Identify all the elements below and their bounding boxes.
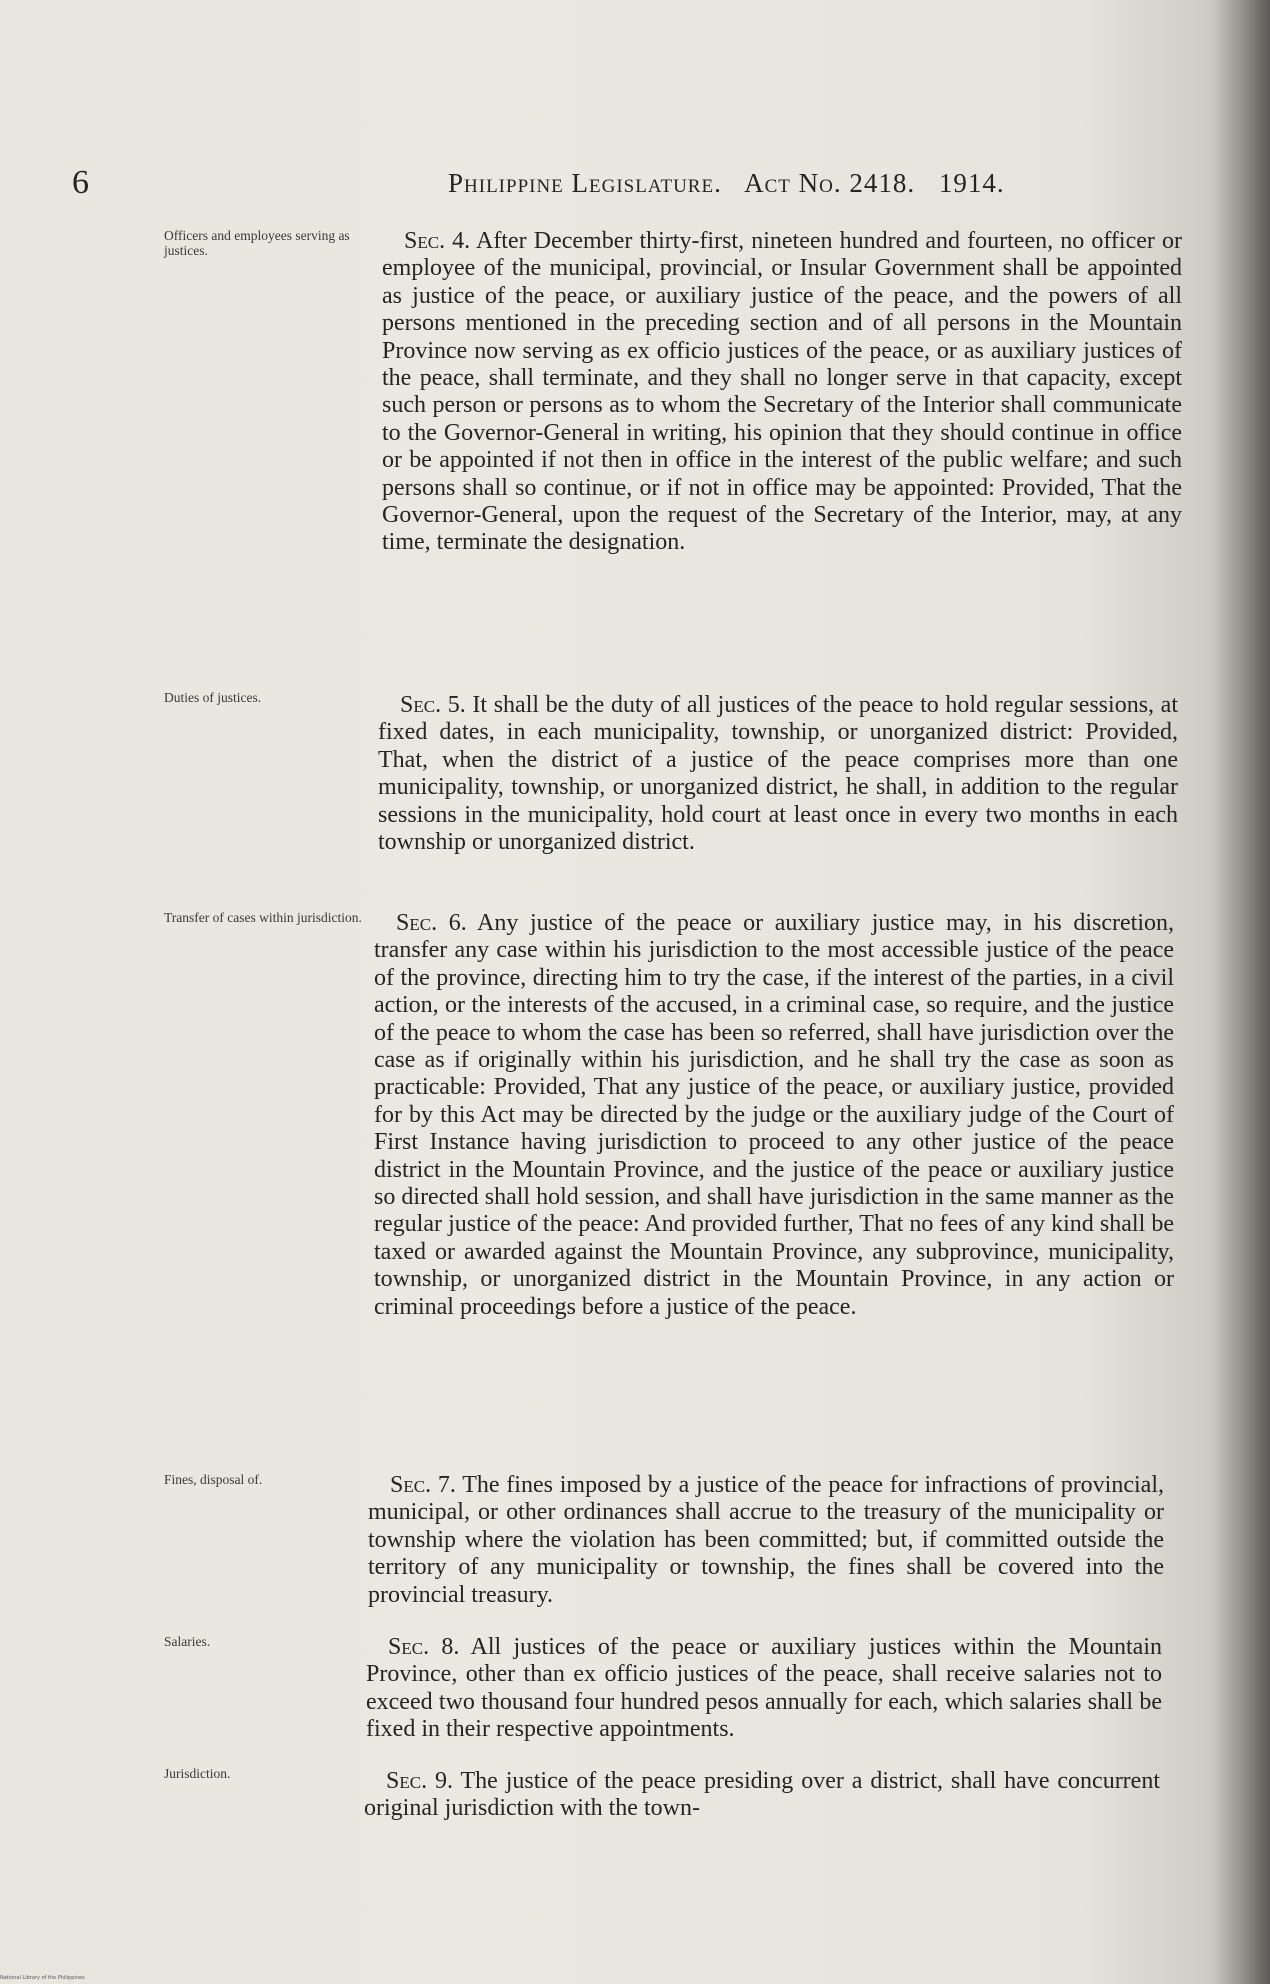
section-8 — [366, 1634, 1162, 1744]
section-label: Sec. 4. — [404, 228, 471, 254]
section-text: It shall be the duty of all justices of the peace to hold regular sessions, at fixed dates, in each municipality, township, or unorganized district: Provided, That, when the district of a justice of the peace comprises more than one municipality, township, or unorganized district, he shall, in addition to the regular sessions in the municipality, hold court at least once in every two months in each township or unorganized district. — [378, 692, 1179, 856]
margin-note-fines: Fines, disposal of. — [164, 1472, 263, 1487]
header-publication: Philippine Legislature. — [448, 168, 722, 198]
footer-credit: National Library of the Philippines — [0, 1975, 85, 1981]
section-text: After December thirty-first, nineteen hundred and fourteen, no officer or employee of the municipal, provincial, or Insular Government shall be appointed as justice of the peace, or auxiliary justice of the peace, and the powers of all persons mentioned in the preceding section and of all persons in the Mountain Province now serving as ex officio justices of the peace, or as auxiliary justices of the peace, shall terminate, and they shall no longer serve in that capacity, except such person or persons as to whom the Secretary of the Interior shall communicate to the Governor-General in writing, his opinion that they should continue in office or be appointed if not then in office in the interest of the public welfare; and such persons shall so continue, or if not in office may be appointed: Provided, That the Governor-General, upon the request of the Secretary of the Interior, may, at any time, terminate the designation. — [382, 228, 1182, 556]
section-label: Sec. 9. — [386, 1768, 453, 1794]
margin-note-officers: Officers and employees serving as justices. — [164, 228, 350, 258]
section-text: The justice of the peace presiding over a district, shall have concurrent original jurisdiction with the town- — [364, 1768, 1160, 1822]
section-5 — [378, 692, 1178, 856]
margin-note-transfer: Transfer of cases within jurisdiction. — [164, 910, 362, 925]
page-edge-shadow — [1215, 0, 1270, 1984]
section-9 — [364, 1768, 1160, 1823]
section-label: Sec. 6. — [396, 910, 467, 936]
section-label: Sec. 8. — [388, 1634, 460, 1660]
header-act: Act No. 2418. — [744, 168, 916, 198]
section-text: The fines imposed by a justice of the peace for infractions of provincial, municipal, or other ordinances shall accrue to the treasury of the municipality or township where the violation has been committed; but, if committed outside the territory of any municipality or township, the fines shall be covered into the provincial treasury. — [368, 1472, 1164, 1608]
page-number: 6 — [72, 164, 89, 201]
section-7 — [368, 1472, 1164, 1609]
running-header — [448, 168, 1128, 199]
margin-note-salaries: Salaries. — [164, 1634, 211, 1649]
section-label: Sec. 7. — [390, 1472, 456, 1498]
margin-note-jurisdiction: Jurisdiction. — [164, 1766, 231, 1781]
section-text: All justices of the peace or auxiliary justices within the Mountain Province, other than ex officio justices of the peace, shall receive salaries not to exceed two thousand four hundred pesos annually for each, which salaries shall be fixed in their respective appointments. — [366, 1634, 1162, 1743]
header-year: 1914. — [938, 168, 1005, 198]
section-4 — [382, 228, 1182, 557]
section-label: Sec. 5. — [400, 692, 466, 718]
margin-note-duties: Duties of justices. — [164, 690, 262, 705]
section-text: Any justice of the peace or auxiliary justice may, in his discretion, transfer any case within his jurisdiction to the most accessible justice of the peace of the province, directing him to try the case, if the interest of the parties, in a civil action, or the interests of the accused, in a criminal case, so require, and the justice of the peace to whom the case has been so referred, shall have jurisdiction over the case as if originally within his jurisdiction, and he shall try the case as soon as practicable: Provided, That any justice of the peace, or auxiliary justice, provided for by this Act may be directed by the judge or the auxiliary judge of the Court of First Instance having jurisdiction to proceed to any other justice of the peace district in the Mountain Province, and the justice of the peace or auxiliary justice so directed shall hold session, and shall have jurisdiction in the same manner as the regular justice of the peace: And provided further, That no fees of any kind shall be taxed or awarded against the Mountain Province, any subprovince, municipality, township, or unorganized district in the Mountain Province, in any action or criminal proceedings before a justice of the peace. — [374, 910, 1175, 1320]
section-6 — [374, 910, 1174, 1321]
